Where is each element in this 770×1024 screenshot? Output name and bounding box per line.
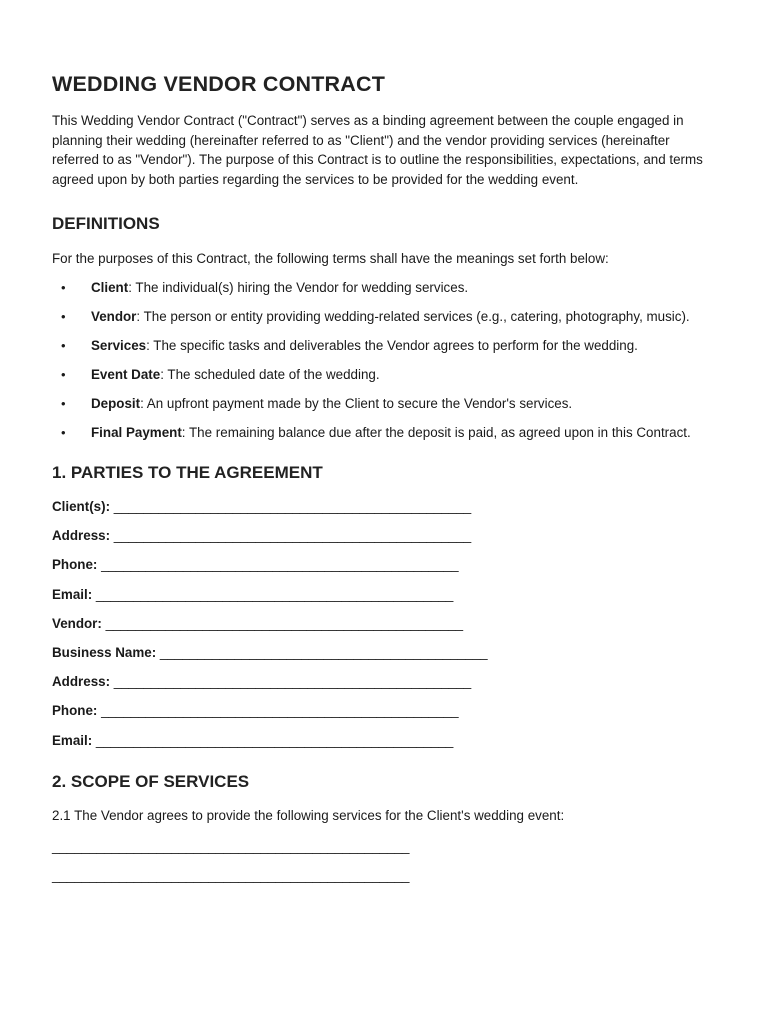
field-label: Phone: [52, 703, 98, 719]
field-label: Email: [52, 586, 93, 602]
definition-text: : The specific tasks and deliverables the Vendor agrees to perform for the wedding. [146, 337, 638, 353]
scope-lead: 2.1 The Vendor agrees to provide the following services for the Client's wedding event: [52, 808, 565, 823]
field-blank[interactable]: ________________________________________________ [110, 528, 472, 544]
definition-item [52, 394, 718, 414]
field-label: Email: [52, 732, 93, 748]
definitions-heading: DEFINITIONS [52, 214, 160, 233]
definition-item [52, 307, 718, 327]
client-phone-field[interactable] [52, 555, 718, 575]
parties-heading: 1. PARTIES TO THE AGREEMENT [52, 463, 323, 482]
definition-item [52, 336, 718, 356]
scope-heading: 2. SCOPE OF SERVICES [52, 772, 250, 791]
definition-text: : The scheduled date of the wedding. [160, 366, 380, 382]
definition-term: Client [91, 279, 129, 295]
bullet-icon: • [61, 337, 66, 353]
scope-blank-line[interactable]: ________________________________________________ [52, 868, 410, 883]
definition-text: : The person or entity providing wedding-related services (e.g., catering, photography, music). [136, 308, 690, 324]
field-label: Business Name: [52, 644, 157, 660]
vendor-phone-field[interactable] [52, 701, 718, 721]
field-label: Vendor: [52, 615, 102, 631]
field-blank[interactable]: ____________________________________________ [156, 644, 488, 660]
definition-term: Deposit [91, 395, 141, 411]
definition-item [52, 365, 718, 385]
definition-text: : An upfront payment made by the Client to secure the Vendor's services. [140, 395, 573, 411]
business-name-field[interactable] [52, 643, 718, 663]
field-blank[interactable]: ________________________________________________ [92, 732, 454, 748]
field-label: Client(s): [52, 499, 111, 514]
vendor-address-field[interactable] [52, 672, 718, 692]
field-blank[interactable]: ________________________________________________ [101, 615, 464, 631]
field-blank[interactable]: ________________________________________________ [110, 674, 472, 690]
definition-term: Final Payment [91, 424, 182, 440]
field-blank[interactable]: ________________________________________________ [97, 703, 459, 719]
definitions-lead: For the purposes of this Contract, the following terms shall have the meanings set forth below: [52, 251, 609, 266]
field-label: Address: [52, 674, 111, 690]
field-blank[interactable]: ________________________________________________ [97, 557, 459, 573]
definition-text: : The remaining balance due after the deposit is paid, as agreed upon in this Contract. [181, 424, 691, 440]
client-address-field[interactable] [52, 526, 718, 546]
bullet-icon: • [61, 424, 66, 440]
document-title: WEDDING VENDOR CONTRACT [52, 72, 386, 96]
bullet-icon: • [61, 395, 66, 411]
field-blank[interactable]: ________________________________________________ [92, 586, 454, 602]
vendor-field[interactable] [52, 614, 718, 634]
client-field[interactable] [52, 497, 718, 517]
definition-term: Services [91, 337, 147, 353]
definition-term: Vendor [91, 308, 137, 324]
definition-term: Event Date [91, 366, 161, 382]
definition-item [52, 278, 718, 298]
field-label: Phone: [52, 557, 98, 573]
scope-blank-line[interactable]: ________________________________________________ [52, 838, 410, 854]
bullet-icon: • [61, 279, 66, 295]
definitions-list [52, 278, 718, 443]
field-blank[interactable]: ________________________________________________ [110, 499, 472, 514]
definition-item [52, 423, 718, 443]
client-email-field[interactable] [52, 585, 718, 605]
bullet-icon: • [61, 366, 66, 382]
field-label: Address: [52, 528, 111, 544]
definition-text: : The individual(s) hiring the Vendor for wedding services. [128, 279, 469, 295]
vendor-email-field[interactable] [52, 731, 718, 751]
intro-paragraph: This Wedding Vendor Contract ("Contract") serves as a binding agreement between the couple engaged in planning their wedding (hereinafter referred to as "Client") and the vendor providing services (hereinafter referred to as "Vendor"). The purpose of this Contract is to outline the responsibilities, expectations, and terms agreed upon by both parties regarding the services to be provided for the wedding event. [52, 113, 703, 187]
bullet-icon: • [61, 308, 66, 324]
